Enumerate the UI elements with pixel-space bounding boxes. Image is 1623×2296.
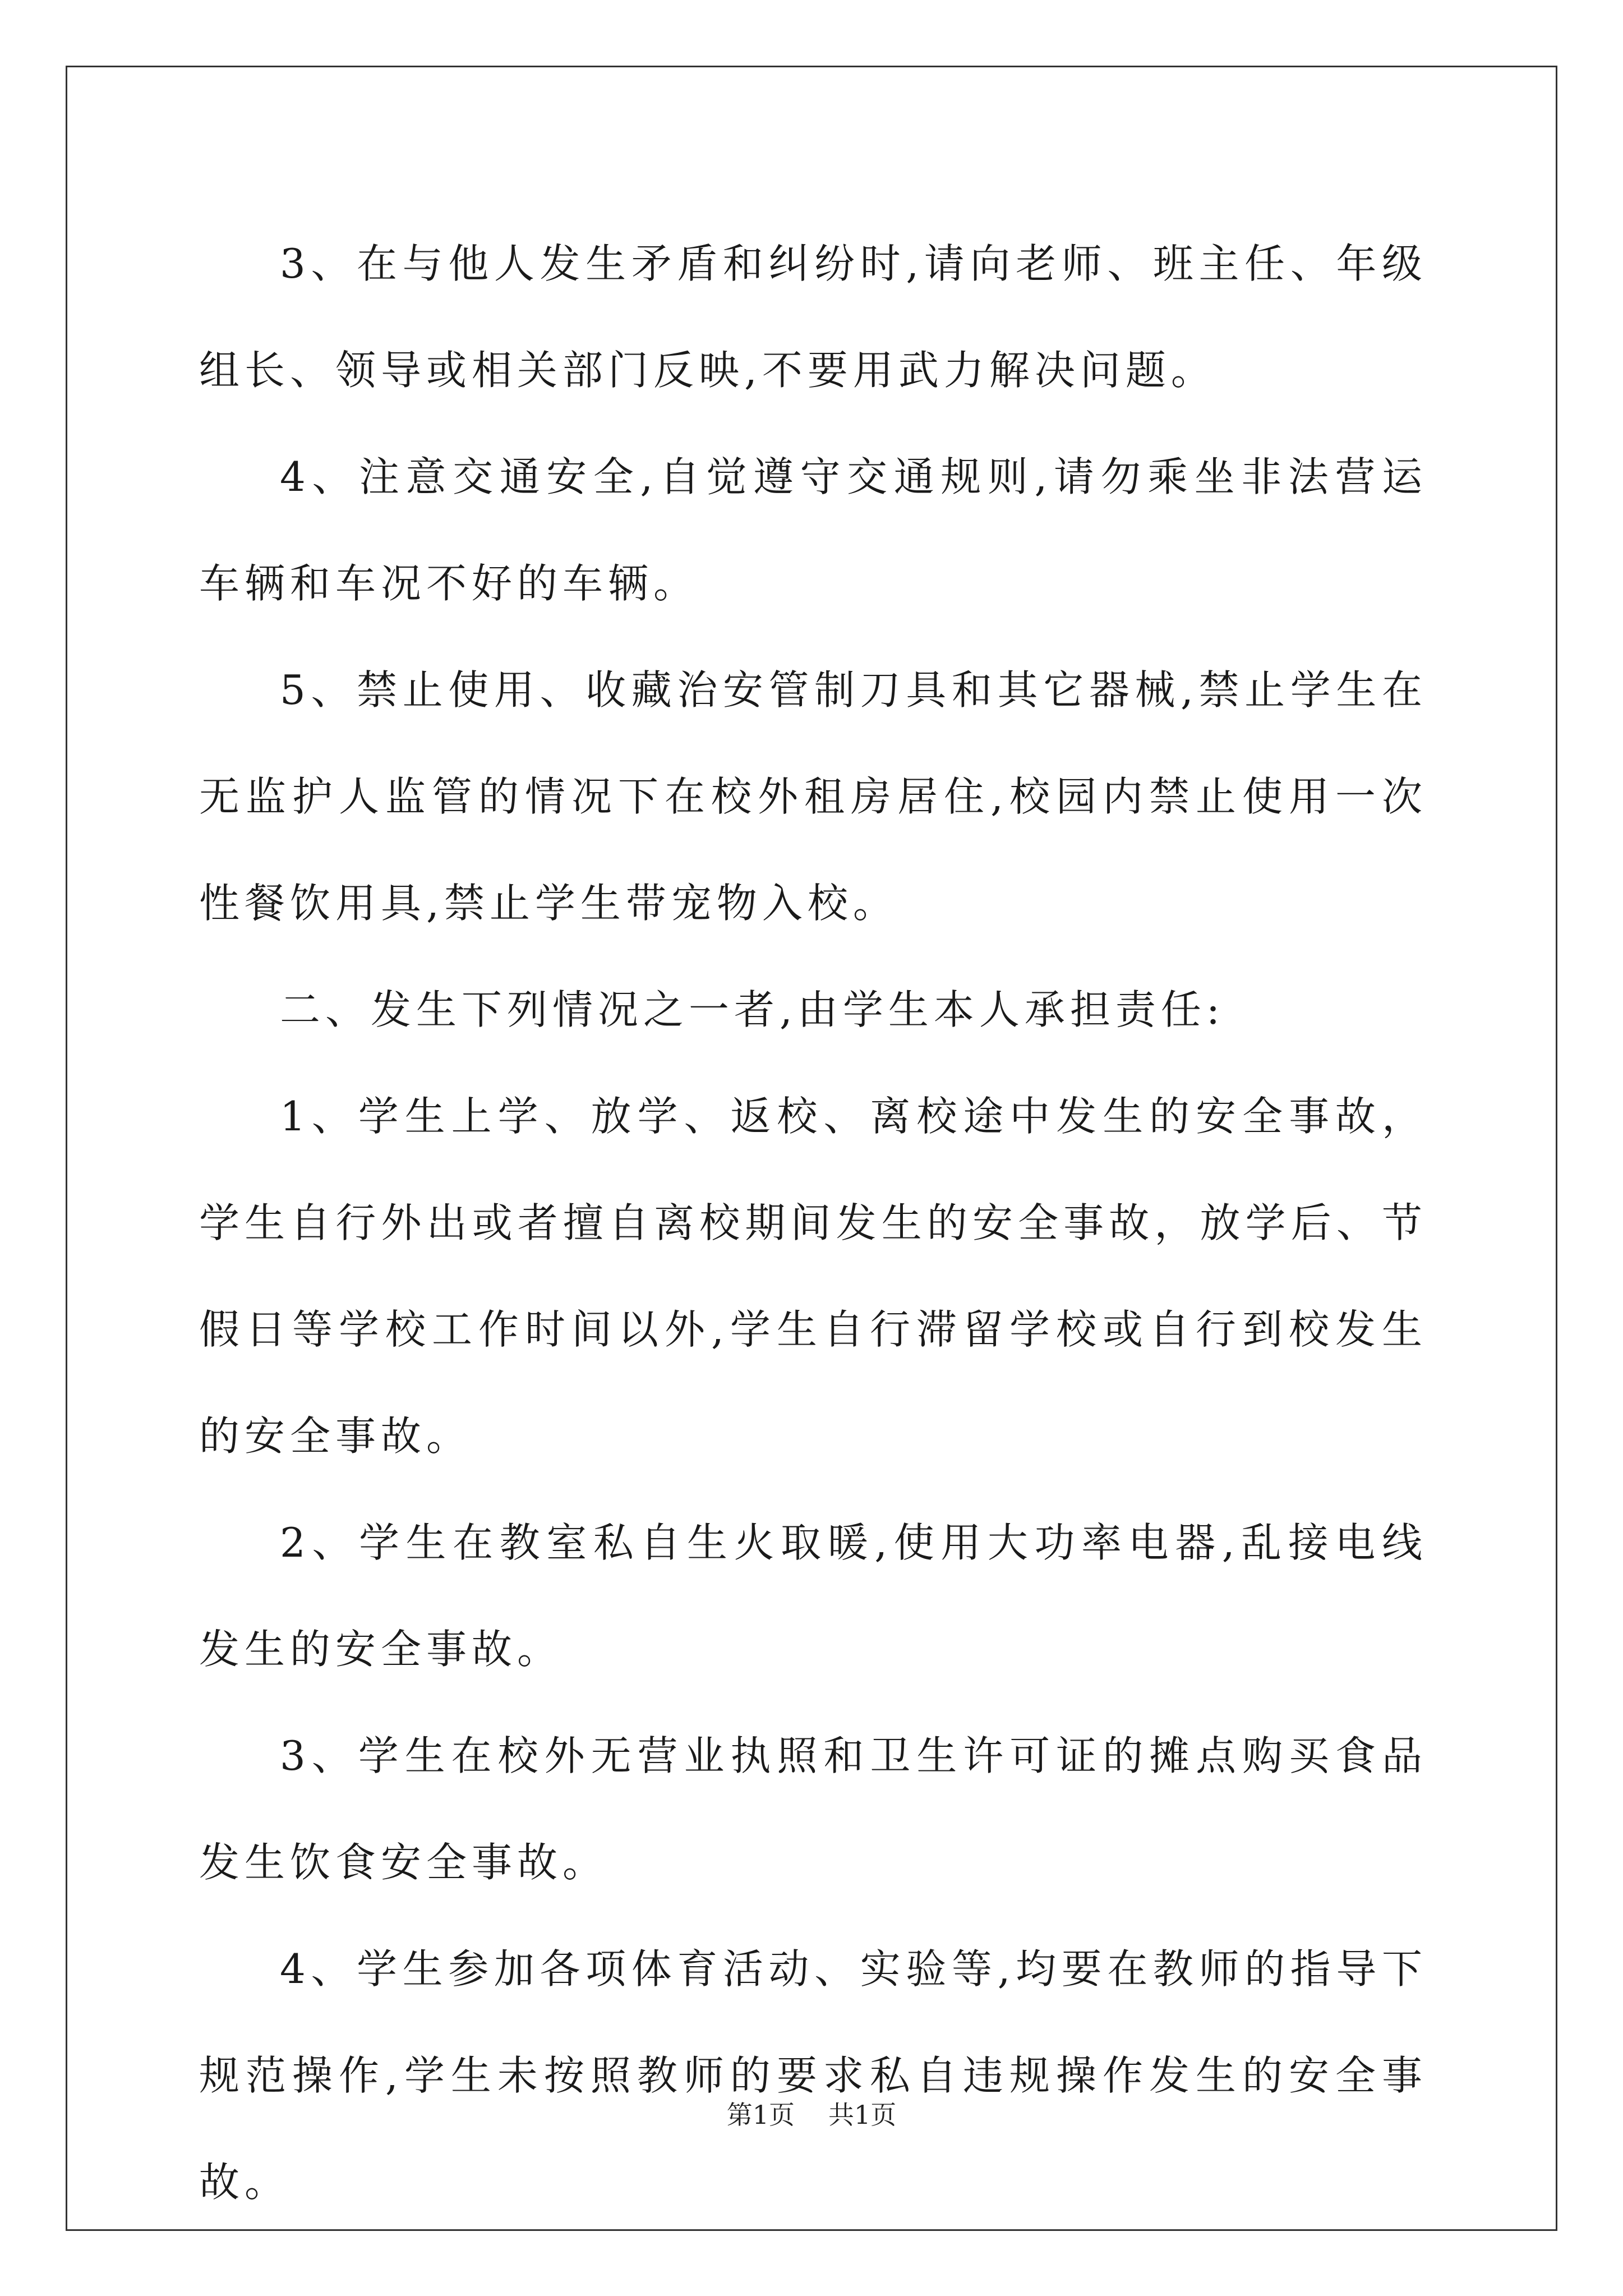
paragraph: 5、禁止使用、收藏治安管制刀具和其它器械,禁止学生在无监护人监管的情况下在校外租房居住,校园内禁止使用一次性餐饮用具,禁止学生带宠物入校。 xyxy=(199,666,1427,927)
section-heading: 二、发生下列情况之一者,由学生本人承担责任: xyxy=(280,986,1225,1033)
document-body xyxy=(199,210,1427,2235)
paragraph: 4、学生参加各项体育活动、实验等,均要在教师的指导下规范操作,学生未按照教师的要求私自违规操作发生的安全事故。 xyxy=(199,1945,1427,2206)
paragraph: 3、学生在校外无营业执照和卫生许可证的摊点购买食品发生饮食安全事故。 xyxy=(199,1732,1427,1886)
paragraph: 4、注意交通安全,自觉遵守交通规则,请勿乘坐非法营运车辆和车况不好的车辆。 xyxy=(199,453,1427,607)
page-number: 第1页 xyxy=(726,2100,795,2130)
paragraph: 1、学生上学、放学、返校、离校途中发生的安全事故，学生自行外出或者擅自离校期间发生的安全事故，放学后、节假日等学校工作时间以外,学生自行滞留学校或自行到校发生的安全事故。 xyxy=(199,1093,1427,1460)
paragraph: 3、在与他人发生矛盾和纠纷时,请向老师、班主任、年级组长、领导或相关部门反映,不要用武力解决问题。 xyxy=(199,240,1427,394)
page-footer xyxy=(0,2098,1623,2132)
page-total: 共1页 xyxy=(828,2100,897,2130)
paragraph: 2、学生在教室私自生火取暖,使用大功率电器,乱接电线发生的安全事故。 xyxy=(199,1519,1427,1673)
